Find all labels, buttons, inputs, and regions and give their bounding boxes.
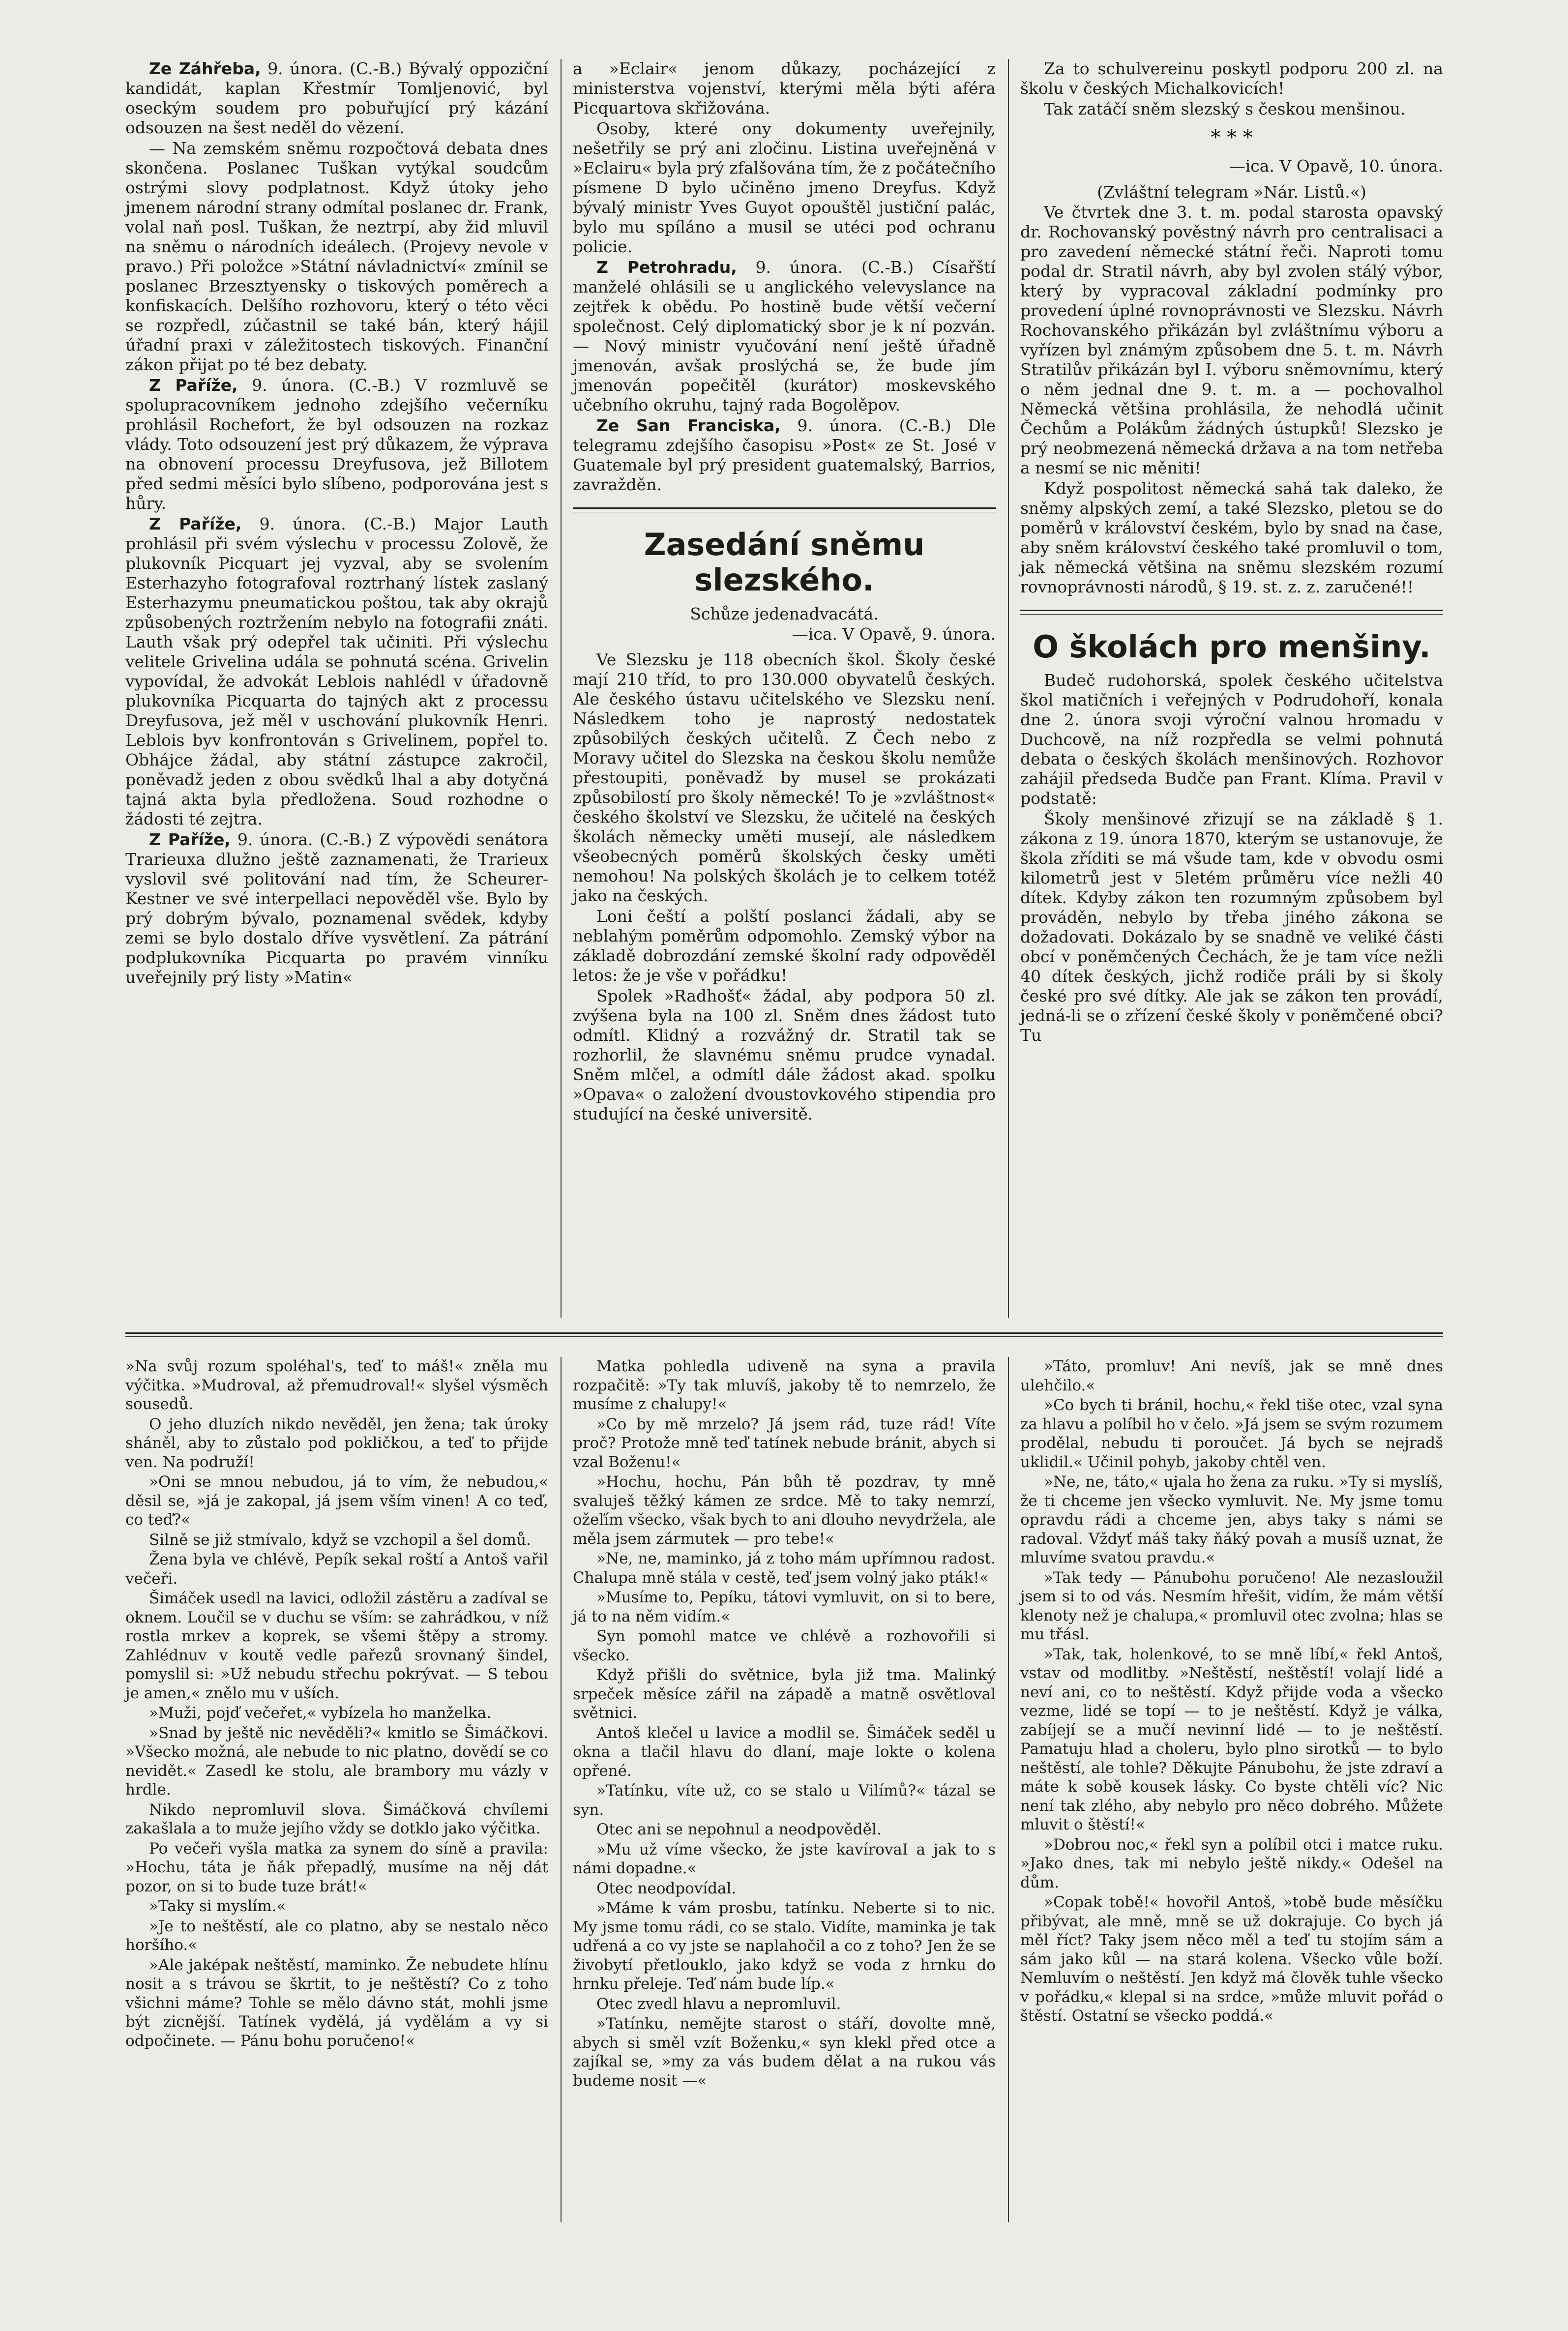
feuilleton-separator (125, 1336, 1443, 1337)
article-subheading: (Zvláštní telegram »Nár. Listů.«) (1097, 182, 1366, 202)
article-paragraph: Loni čeští a polští poslanci žádali, aby se neblahým poměrům odpomohlo. Zemský výbor na základě dobrozdání zemské školní rady odpověděl letos: že je vše v pořádku! (573, 907, 996, 985)
column-rule (1008, 59, 1009, 1318)
feuilleton-column-2 (573, 1357, 996, 2091)
news-item-petersburg: Z Petrohradu, 9. února. (C.-B.) Císařští manželé ohlásili se u anglického velevyslance na zejtřek k obědu. Po hostině bude větší večerní společnost. Celý diplomatický sbor je k ní pozván. — Nový ministr vyučování není ještě úřadně jmenován, avšak proslýchá se, že bude jím jmenován popečitěl (kurátor) moskevského učebního okruhu, tajný rada Bogolěpov. (573, 258, 996, 414)
story-paragraph: »Taky si myslím.« (149, 1897, 286, 1915)
story-paragraph: »Máme k vám prosbu, tatínku. Neberte si to nic. My jsme tomu rádi, co se stalo. Vidíte, maminka je tak udřená a co vy jste se naplahočil a co z toho? Jen že se živobytí přetlouklo, jako když se voda z hrnku do hrnku přeleje. Teď nám bude líp.« (573, 1899, 996, 1993)
article-paragraph: Ve Slezsku je 118 obecních škol. Školy české mají 210 tříd, to pro 130.000 obyvatelů českých. Ale českého ústavu učitelského ve Slezsku není. Následkem toho je naprostý nedostatek způsobilých českých učitelů. Z Čech nebo z Moravy učitel do Slezska na českou školu nemůže přestoupiti, poněvadž by musel se prokázati způsobilostí pro školy německé! To je »zvláštnost« českého školství ve Slezsku, že učitelé na českých školách německy uměti musejí, ale následkem všeobecných poměrů školských česky uměti nemohou! Na polských školách je to celkem totéž jako na českých. (573, 650, 996, 905)
article-paragraph: Školy menšinové zřizují se na základě § 1. zákona z 19. února 1870, kterým se ustanovuje, že škola zříditi se má všude tam, kde v obvodu osmi kilometrů jest v 5letém průměru více nežli 40 dítek. Kdyby zákon ten rozumným způsobem byl prováděn, nebylo by třeba jiného zákona se dožadovati. Dokázalo by se snadně ve veliké části obcí v poněmčených Čechách, že je tam více nežli 40 dítek českých, jichž rodiče práli by si školy české pro své dítky. Ale jak se zákon ten provádí, jedná-li se o zřízení české školy v poněmčené obci? Tu (1020, 809, 1443, 1045)
article-paragraph: Spolek »Radhošť« žádal, aby podpora 50 zl. zvýšena byla na 100 zl. Sněm dnes žádost tuto odmítl. Klidný a rozvážný dr. Stratil tak se rozhorlil, že slavnému sněmu prudce vynadal. Sněm mlčel, a odmítl dále žádost akad. spolku »Opava« o založení dvoustovkového stipendia pro studující na české universitě. (573, 986, 996, 1123)
newspaper-page (125, 59, 1443, 2242)
story-paragraph: »Dobrou noc,« řekl syn a políbil otci i matce ruku. »Jako dnes, tak mi nebylo ještě nikdy.« Odešel na dům. (1020, 1835, 1443, 1891)
story-paragraph: O jeho dluzích nikdo nevěděl, jen žena; tak úroky sháněl, aby to zůstalo pod pokličkou, a teď to přijde ven. Na podruží! (125, 1415, 548, 1471)
news-item-dreyfus: Osoby, které ony dokumenty uveřejnily, nešetřily se prý ani zločinu. Listina uveřejněná v »Eclairu« byla prý zfalšována tím, že z počátečního písmene D bylo učiněno jmeno Dreyfus. Když bývalý ministr Yves Guyot opouštěl justiční palác, bylo mu spíláno a musil se utéci pod ochranu policie. (573, 119, 996, 256)
news-item-paris-2: Z Paříže, 9. února. (C.-B.) Major Lauth prohlásil při svém výslechu v processu Zolově, že plukovník Picquart jej vyzval, aby se svolením Esterhazyho fotografoval roztrhaný lístek zaslaný Esterhazymu pneumatickou poštou, tak aby okrajů způsobených roztržením nebylo na fotografii znáti. Lauth však prý odepřel tak učiniti. Při výslechu velitele Grivelina udála se pohnutá scéna. Grivelin vypovídal, že advokát Leblois nahlédl v úřadovně plukovníka Picquarta do tajných akt z processu Dreyfusova, jež měl v uschování plukovník Henri. Leblois byv konfrontován s Grivelinem, popřel to. Obhájce žádal, aby státní zástupce zakročil, poněvadž jeden z obou svědků lhal a aby dotyčná tajná akta byla předložena. Soud rozhodne o žádosti té zejtra. (125, 514, 548, 828)
article-paragraph: Když pospolitost německá sahá tak daleko, že sněmy alpských zemí, a také Slezsko, pletou se do poměrů v království českém, bylo by snad na čase, aby sněm království českého také promluvil o tom, jak německá většina na sněmu slezském rozumí rovnoprávnosti národů, § 19. st. z. z. zaručené!! (1020, 479, 1443, 596)
story-paragraph: Otec neodpovídal. (596, 1879, 737, 1897)
feuilleton-section (125, 1357, 1443, 2232)
article-headline-silesian-diet: Zasedání sněmu slezského. (644, 527, 925, 598)
story-paragraph: »Oni se mnou nebudou, já to vím, že nebudou,« děsil se, »já je zakopal, já jsem vším vinen! A co teď, co teď?« (125, 1473, 548, 1529)
story-paragraph: Otec zvedl hlavu a nepromluvil. (596, 1995, 841, 2013)
story-paragraph: Syn pomohl matce ve chlévě a rozhovořili si všecko. (573, 1627, 996, 1664)
news-item-paris-1: Z Paříže, 9. února. (C.-B.) V rozmluvě se spolupracovníkem jednoho zdejšího večerníku prohlásil Rochefort, že byl odsouzen na rozkaz vlády. Toto odsouzení jest prý důkazem, že výprava na obnovení processu Dreyfusova, jež Billotem před sedmi měsíci bylo slíbeno, podporována jest s hůry. (125, 376, 549, 513)
story-paragraph: »Co by mě mrzelo? Já jsem rád, tuze rád! Víte proč? Protože mně teď tatínek nebude bránit, abych si vzal Boženu!« (573, 1415, 996, 1471)
article-subheading: Schůze jedenadvacátá. (690, 604, 879, 623)
column-rule (561, 1357, 562, 2222)
section-rule (1020, 614, 1443, 615)
story-paragraph: »Tatínku, nemějte starost o stáří, dovolte mně, abych si směl vzít Boženku,« syn klekl před otce a zajíkal se, »my za vás budem dělat a na rukou vás budeme nosit —« (573, 2015, 996, 2090)
column-rule (561, 59, 562, 1318)
story-paragraph: »Co bych ti bránil, hochu,« řekl tiše otec, vzal syna za hlavu a políbil ho v čelo. »Já jsem se svým rozumem prodělal, nebudu ti poroučet. Já bych se nejradš uklidil.« Učinil pohyb, jakoby chtěl ven. (1020, 1396, 1443, 1471)
feuilleton-column-1 (125, 1357, 548, 2051)
story-paragraph: »Tak tedy — Pánubohu poručeno! Ale nezasloužil jsem si to od vás. Nesmím hřešit, vidím, že mám větší klenoty než je chalupa,« promluvil otec zvolna; hlas se mu třásl. (1020, 1568, 1443, 1643)
story-paragraph: »Copak tobě!« hovořil Antoš, »tobě bude měsíčku přibývat, ale mně, mně se už dokrajuje. Co bych já měl říct? Taky jsem něco měl a teď tu stojím sám a sám jako kůl — na stará kolena. Všecko vůle boží. Nemluvím o neštěstí. Jen když má člověk tuhle všecko v pořádku,« klepal si na srdce, »může mluvit pořád o štěstí. Ostatní se všecko poddá.« (1020, 1893, 1443, 2025)
news-item-zagreb-diet: — Na zemském sněmu rozpočtová debata dnes skončena. Poslanec Tuškan vytýkal soudcům ostrými slovy podplatnost. Když útoky jeho jmenem národní strany odmítal poslanec dr. Frank, volal naň posl. Tuškan, že neztrpí, aby žid mluvil na sněmu o národních ideálech. (Projevy nevole v pravo.) Při položce »Státní návladnictví« zmínil se poslanec Brzesztyensky o tiskových poměrech a konfiskacích. Delšího rozhovoru, který o této věci se rozpředl, zúčastnil se také bán, který hájil úřadní praxi v záležitostech tiskových. Finanční zákon přijat po té bez debaty. (125, 139, 548, 374)
story-paragraph: »Mu už víme všecko, že jste kavírovaI a jak to s námi dopadne.« (573, 1840, 996, 1877)
article-paragraph: Ve čtvrtek dne 3. t. m. podal starosta opavský dr. Rochovanský pověstný návrh pro centralisaci a pro zavedení německé státní řeči. Naproti tomu podal dr. Stratil návrh, aby byl zvolen stálý výbor, který by vypracoval základní podmínky pro provedení úplné rovnoprávnosti ve Slezsku. Návrh Rochovanského přikázán byl zvláštnímu výboru a vyřízen byl známým způsobem dne 5. t. m. Návrh Stratilův přikázán byl I. výboru sněmovnímu, který o něm jednal dne 9. t. m. a — pochovalhol Německá většina prohlásila, že nehodlá učinit Čechům a Polákům žádných ústupků! Slezsko je prý neobmezená německá država a na tom netřeba a nesmí se nic měniti! (1020, 203, 1443, 477)
story-paragraph: »Táto, promluv! Ani nevíš, jak se mně dnes ulehčilo.« (1020, 1357, 1443, 1394)
story-paragraph: »Tak, tak, holenkové, to se mně líbí,« řekl Antoš, vstav od modlitby. »Neštěstí, neštěstí! volají lidé a neví ani, co to neštěstí. Když přijde voda a všecko vezme, lidé se topí — to je neštěstí. Když je válka, zabíjejí se a mučí nevinní lidé — to je neštěstí. Pamatuju hlad a choleru, bylo plno sirotků — to bylo neštěstí, ale tohle? Děkujte Pánubohu, že jste zdraví a máte k sobě kousek lásky. Co byste chtěli víc? Nic není tak zlého, aby nebylo pro něco dobrého. Můžete mluvit o štěstí!« (1020, 1645, 1443, 1833)
story-paragraph: »Ne, ne, táto,« ujala ho žena za ruku. »Ty si myslíš, že ti chceme jen všecko vymluvit. Ne. My jsme tomu opravdu rádi a chceme jen, abys taky s námi se radoval. Vždyť máš taky ňáký povah a musíš uznat, že mluvíme svatou pravdu.« (1020, 1473, 1443, 1566)
article-dateline: —ica. V Opavě, 10. února. (1229, 156, 1443, 176)
article-headline-minority-schools: O školách pro menšiny. (1033, 629, 1431, 665)
section-rule (1020, 610, 1443, 611)
article-paragraph: Za to schulvereinu poskytl podporu 200 zl. na školu v českých Michalkovicích! (1020, 59, 1443, 98)
story-paragraph: Antoš klečel u lavice a modlil se. Šimáček seděl u okna a tlačil hlavu do dlaní, maje lokte o kolena opřené. (573, 1724, 996, 1780)
story-paragraph: »Tatínku, víte už, co se stalo u Vilímů?« tázal se syn. (573, 1782, 996, 1819)
news-item-san-francisco: Ze San Franciska, 9. února. (C.-B.) Dle telegramu zdejšího časopisu »Post« ze St. José v Guatemale byl prý president guatemalský, Barrios, zavražděn. (573, 416, 996, 494)
story-paragraph: Nikdo nepromluvil slova. Šimáčková chvílemi zakašlala a to muže jejího vždy se dotklo jako výčitka. (125, 1800, 548, 1837)
feuilleton-column-3 (1020, 1357, 1443, 2027)
story-paragraph: »Je to neštěstí, ale co platno, aby se nestalo něco horšího.« (125, 1917, 548, 1954)
story-paragraph: Šimáček usedl na lavici, odložil zástěru a zadíval se oknem. Loučil se v duchu se vším: se zahrádkou, v níž rostla mrkev a koprek, se všemi štěpy a stromy. Zahlédnuv v koutě vedle pařezů srovnaný šindel, pomyslil si: »Už nebudu střechu pokrývat. — S tebou je amen,« znělo mu v uších. (125, 1590, 548, 1702)
story-paragraph: »Hochu, hochu, Pán bůh tě pozdrav, ty mně svaluješ těžký kámen ze srdce. Mě to taky nemrzí, ožeľím všecko, však bych to ani dlouho nevydržela, ale měla jsem zármutek — pro tebe!« (573, 1473, 996, 1548)
story-paragraph: Když přišli do světnice, byla již tma. Malinký srpeček měsíce zářil na západě a matně osvětloval světnici. (573, 1666, 996, 1722)
news-item-paris-3: Z Paříže, 9. února. (C.-B.) Z výpovědi senátora Trarieuxa dlužno ještě zaznamenati, že Trarieux vyslovil své politování nad tím, že Scheurer-Kestner ve své interpellaci nepověděl vše. Bylo by prý dobrým bývalo, poznamenal svědek, kdyby zemi se bylo dostalo dříve vysvětlení. Za pátrání podplukovníka Picquarta po pravém vinníku uveřejnily prý listy »Matin« (125, 830, 548, 987)
story-paragraph: »Na svůj rozum spoléhal's, teď to máš!« zněla mu výčitka. »Mudroval, až přemudroval!« slyšel výsměch sousedů. (125, 1357, 548, 1413)
story-paragraph: »Ne, ne, maminko, já z toho mám upřímnou radost. Chalupa mně stála v cestě, teď jsem volný jako pták!« (573, 1550, 996, 1587)
section-divider-stars: * * * (1211, 126, 1253, 149)
story-paragraph: »Ale jaképak neštěstí, maminko. Že nebudete hlínu nosit a s trávou se škrtit, to je neštěstí? Co z toho všichni máme? Tohle se mělo dávno stát, mohli jsme být zicnější. Tatínek vydělá, já vydělám a vy si odpočinete. — Pánu bohu poručeno!« (125, 1956, 548, 2050)
news-column-2 (573, 59, 996, 1125)
article-dateline: —ica. V Opavě, 9. února. (792, 624, 996, 644)
news-item-continuation: a »Eclair« jenom důkazy, pocházející z ministerstva vojenství, kterými měla býti aféra Picquartova skřižována. (573, 59, 996, 118)
story-paragraph: Po večeři vyšla matka za synem do síně a pravila: »Hochu, táta je ňák přepadlý, musíme na něj dát pozor, on si to bude tuze brát!« (125, 1839, 548, 1895)
story-paragraph: Silně se již stmívalo, když se vzchopil a šel domů. (149, 1531, 531, 1549)
story-paragraph: Žena byla ve chlévě, Pepík sekal roští a Antoš vařil večeři. (125, 1551, 548, 1588)
feuilleton-separator (125, 1332, 1443, 1334)
story-paragraph: »Muži, pojď večeřet,« vybízela ho manželka. (149, 1704, 492, 1722)
story-paragraph: Otec ani se nepohnul a neodpověděl. (596, 1821, 882, 1838)
article-paragraph: Tak zatáčí sněm slezský s českou menšinou. (1044, 99, 1406, 118)
story-paragraph: Matka pohledla udiveně na syna a pravila rozpačitě: »Ty tak mluvíš, jakoby tě to nemrzelo, že musíme z chalupy!« (573, 1357, 996, 1413)
story-paragraph: »Musíme to, Pepíku, tátovi vymluvit, on si to bere, já to na něm vidím.« (573, 1589, 996, 1625)
news-item-zagreb: Ze Záhřeba, 9. února. (C.-B.) Bývalý oppoziční kandidát, kaplan Křestmír Tomljenović, byl oseckým soudem pro pobuřující prý kázání odsouzen na šest neděl do vězení. (125, 59, 548, 137)
news-column-1 (125, 59, 548, 988)
column-rule (1008, 1357, 1009, 2222)
section-rule (573, 507, 996, 509)
story-paragraph: »Snad by ještě nic nevěděli?« kmitlo se Šimáčkovi. »Všecko možná, ale nebude to nic platno, dovědí se co nevidět.« Zasedl ke stolu, ale brambory mu vázly v hrdle. (125, 1724, 548, 1799)
news-column-3 (1020, 59, 1443, 1046)
article-paragraph: Budeč rudohorská, spolek českého učitelstva škol matičních i veřejných v Podrudohoří, konala dne 2. února svoji výroční valnou hromadu v Duchcově, na níž rozpředla se velmi pohnutá debata o českých školách menšinových. Rozhovor zahájil předseda Budče pan Frant. Klíma. Pravil v podstatě: (1020, 671, 1443, 808)
